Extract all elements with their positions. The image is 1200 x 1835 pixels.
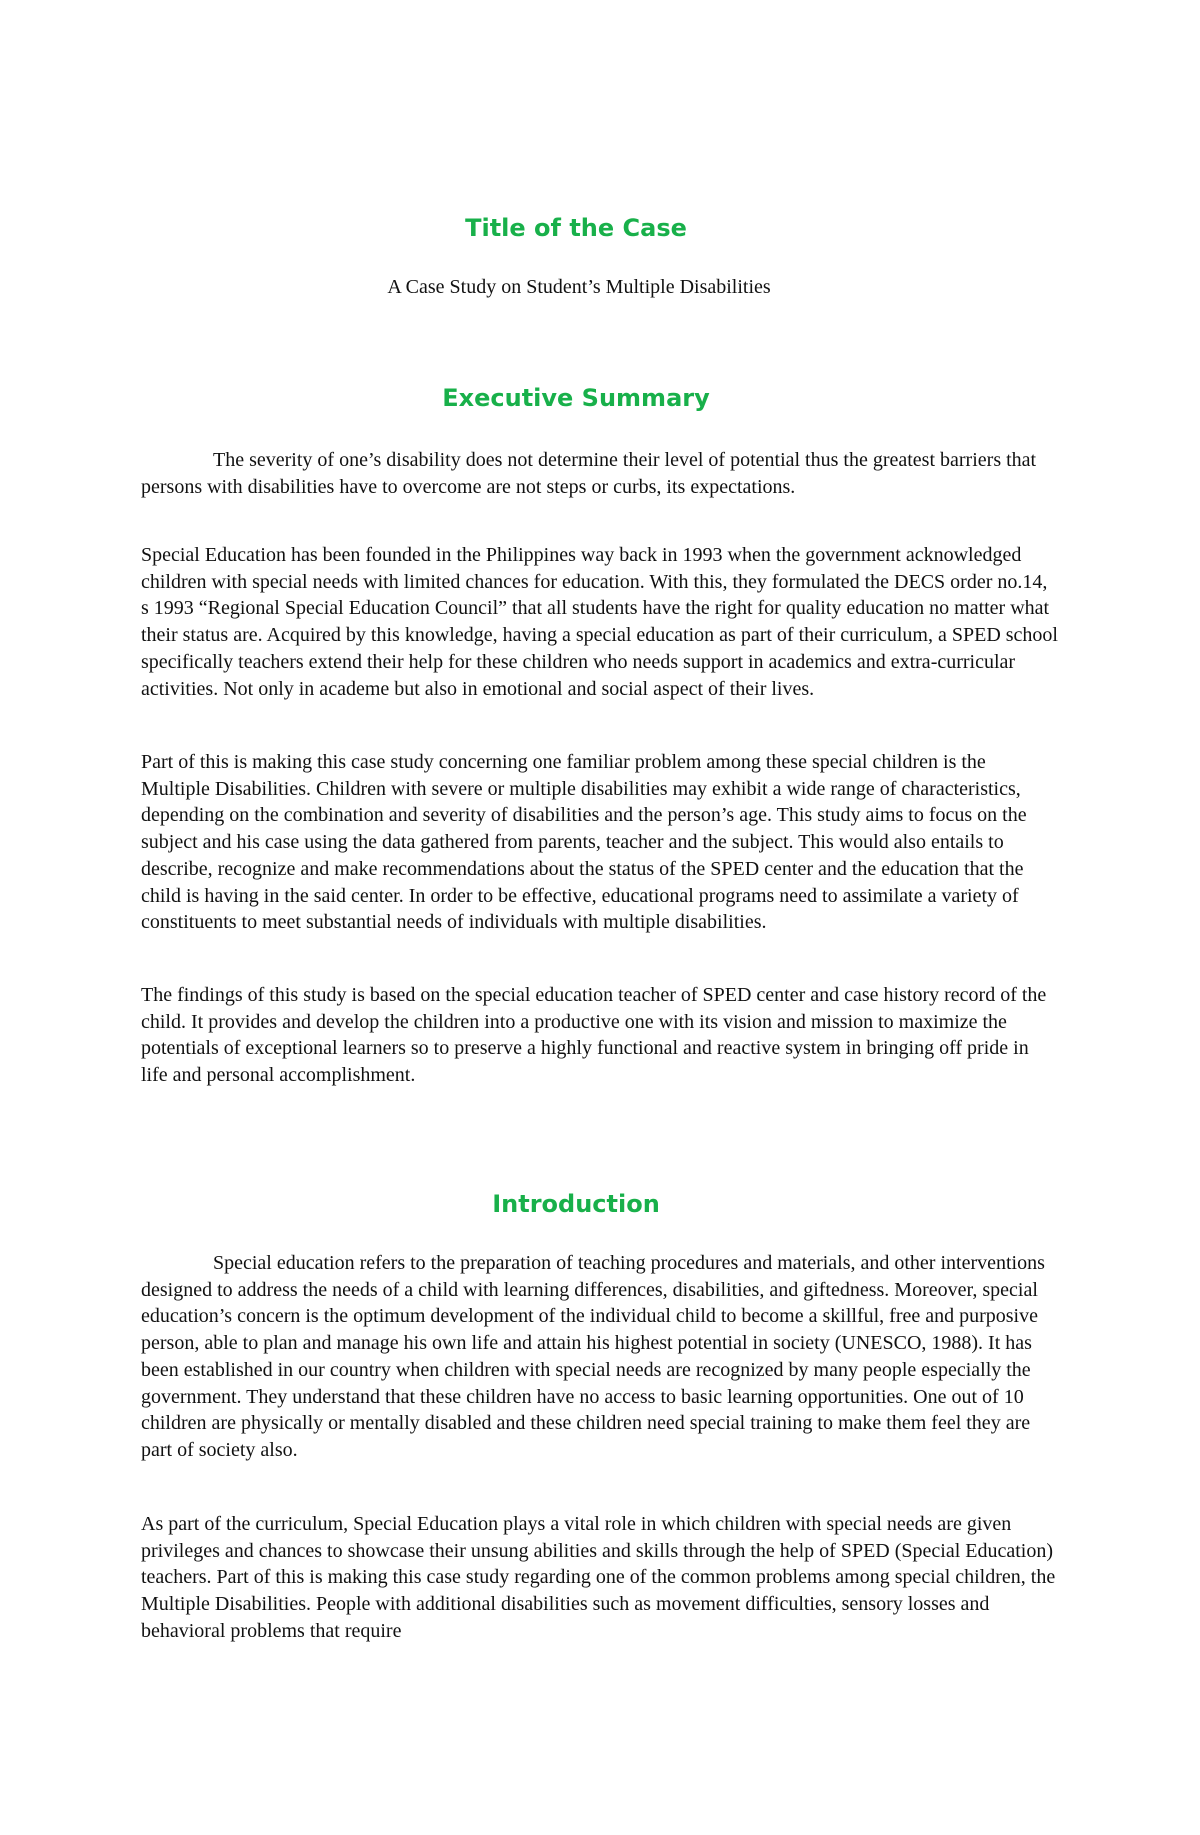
exec-paragraph-3: Part of this is making this case study concerning one familiar problem among these special children is the Multiple Disabilities. Children with severe or multiple disabilities may exhibit a wide range of characteristics, depending on the combination and severity of disabilities and the person’s age. This study aims to focus on the subject and his case using the data gathered from parents, teacher and the subject. This would also entails to describe, recognize and make recommendations about the status of the SPED center and the education that the child is having in the said center. In order to be effective, educational programs need to assimilate a variety of constituents to meet substantial needs of individuals with multiple disabilities. bbox=[141, 751, 1027, 934]
exec-paragraph-4: The findings of this study is based on the special education teacher of SPED center and case history record of the child. It provides and develop the children into a productive one with its vision and mission to maximize the potentials of exceptional learners so to preserve a highly functional and reactive system in bringing off pride in life and personal accomplishment. bbox=[141, 984, 1047, 1087]
intro-paragraph-1: Special education refers to the preparation of teaching procedures and materials, and other interventions designed to address the needs of a child with learning differences, disabilities, and giftedness. Moreover, special education’s concern is the optimum development of the individual child to become a skillful, free and purposive person, able to plan and manage his own life and attain his highest potential in society (UNESCO, 1988). It has been established in our country when children with special needs are recognized by many people especially the government. They understand that these children have no access to basic learning opportunities. One out of 10 children are physically or mentally disabled and these children need special training to make them feel they are part of society also. bbox=[141, 1252, 1045, 1461]
exec-paragraph-2: Special Education has been founded in the Philippines way back in 1993 when the government acknowledged children with special needs with limited chances for education. With this, they formulated the DECS order no.14, s 1993 “Regional Special Education Council” that all students have the right for quality education no matter what their status are. Acquired by this knowledge, having a special education as part of their curriculum, a SPED school specifically teachers extend their help for these children who needs support in academics and extra-curricular activities. Not only in academe but also in emotional and social aspect of their lives. bbox=[141, 544, 1058, 700]
executive-summary-heading: Executive Summary bbox=[442, 384, 710, 412]
exec-paragraph-1: The severity of one’s disability does not determine their level of potential thus the greatest barriers that persons with disabilities have to overcome are not steps or curbs, its expectations. bbox=[141, 449, 1037, 498]
title-heading: Title of the Case bbox=[465, 214, 687, 242]
introduction-heading: Introduction bbox=[492, 1190, 660, 1218]
case-title: A Case Study on Student’s Multiple Disabilities bbox=[387, 276, 771, 298]
intro-paragraph-2: As part of the curriculum, Special Education plays a vital role in which children with special needs are given privileges and chances to showcase their unsung abilities and skills through the help of SPED (Special Education) teachers. Part of this is making this case study regarding one of the common problems among special children, the Multiple Disabilities. People with additional disabilities such as movement difficulties, sensory losses and behavioral problems that require bbox=[141, 1513, 1056, 1642]
